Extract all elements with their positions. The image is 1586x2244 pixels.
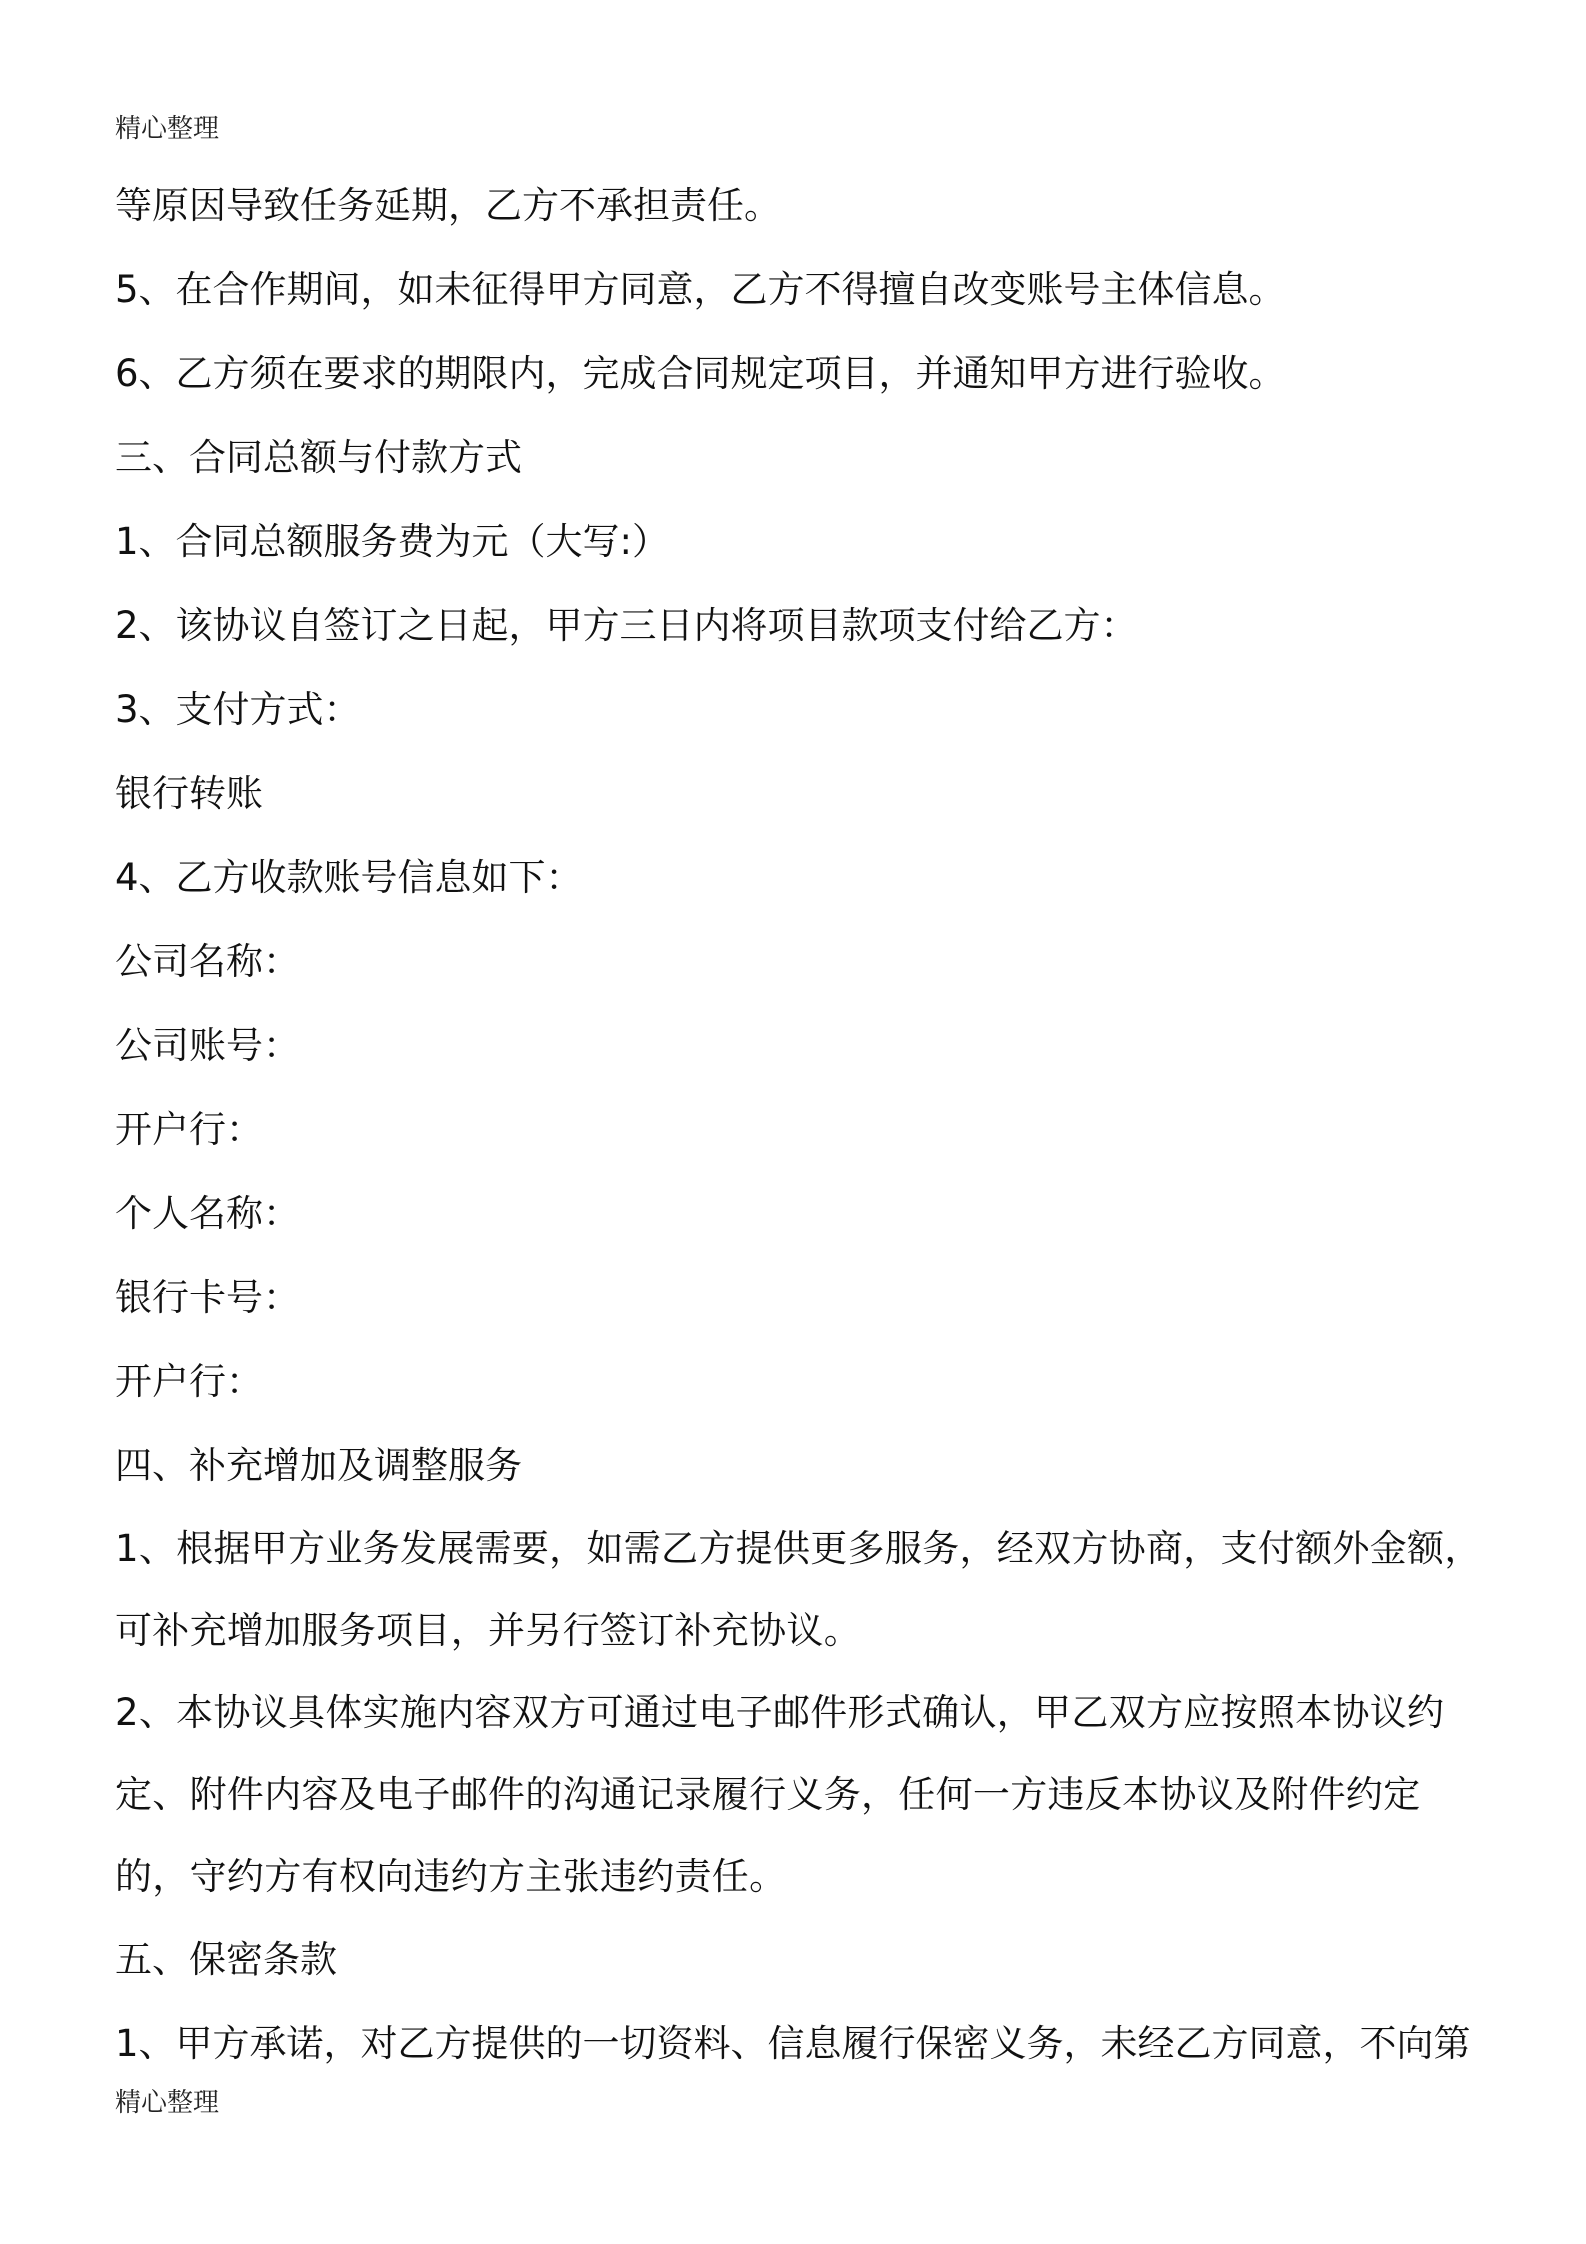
clause-item: 1、根据甲方业务发展需要，如需乙方提供更多服务，经双方协商，支付额外金额，可补充增加服务项目，并另行签订补充协议。 xyxy=(115,1527,1482,1652)
document-body xyxy=(115,164,1495,2086)
clause-item: 5、在合作期间，如未征得甲方同意，乙方不得擅自改变账号主体信息。 xyxy=(115,268,1286,311)
account-field-bank: 开户行： xyxy=(115,1108,263,1151)
clause-item: 3、支付方式： xyxy=(115,688,361,731)
clause-item: 1、合同总额服务费为元（大写:） xyxy=(115,520,670,563)
account-field-company-name: 公司名称： xyxy=(115,940,300,983)
clause-item: 1、甲方承诺，对乙方提供的一切资料、信息履行保密义务，未经乙方同意，不向第 xyxy=(115,2022,1471,2065)
clause-item: 4、乙方收款账号信息如下： xyxy=(115,856,583,899)
section-heading: 四、补充增加及调整服务 xyxy=(115,1444,522,1487)
account-field-company-account: 公司账号： xyxy=(115,1024,300,1067)
account-field-card-number: 银行卡号： xyxy=(115,1276,300,1319)
page-footer-note: 精心整理 xyxy=(115,2088,220,2118)
clause-item: 2、该协议自签订之日起，甲方三日内将项目款项支付给乙方： xyxy=(115,604,1138,647)
account-field-bank: 开户行： xyxy=(115,1360,263,1403)
payment-method: 银行转账 xyxy=(115,772,263,815)
page-header-note: 精心整理 xyxy=(115,114,220,144)
clause-item: 6、乙方须在要求的期限内，完成合同规定项目，并通知甲方进行验收。 xyxy=(115,352,1286,395)
paragraph: 等原因导致任务延期，乙方不承担责任。 xyxy=(115,184,781,227)
section-heading: 五、保密条款 xyxy=(115,1938,337,1981)
account-field-person-name: 个人名称： xyxy=(115,1192,300,1235)
section-heading: 三、合同总额与付款方式 xyxy=(115,436,522,479)
clause-item: 2、本协议具体实施内容双方可通过电子邮件形式确认，甲乙双方应按照本协议约定、附件内容及电子邮件的沟通记录履行义务，任何一方违反本协议及附件约定的，守约方有权向违约方主张违约责任。 xyxy=(115,1691,1445,1898)
